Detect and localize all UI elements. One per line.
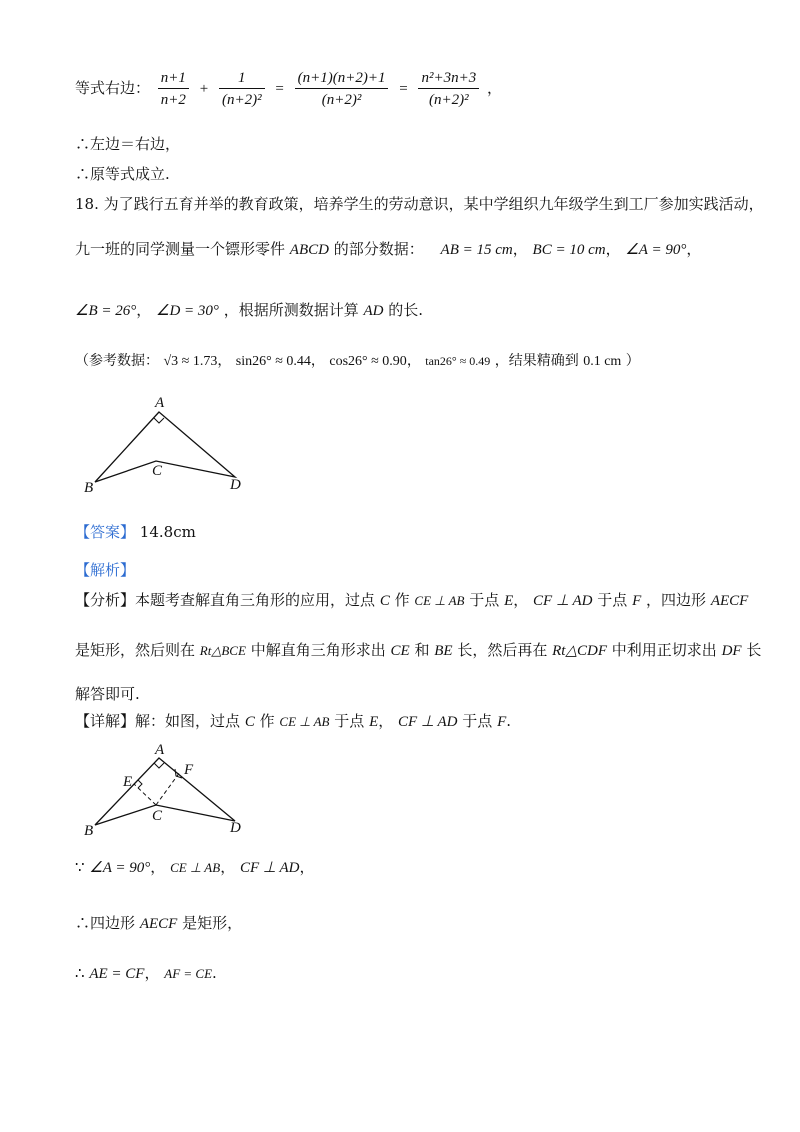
- label-c2: C: [152, 808, 163, 824]
- label-a2: A: [155, 742, 165, 758]
- fraction-3: $\frac{(n+1)(n+2)+1}{\text{(n+2)²}}$: [295, 68, 389, 111]
- measure-bc: BC = 10 cm: [532, 242, 606, 258]
- dart-outline-2: [95, 758, 235, 825]
- dart-outline: [95, 412, 235, 482]
- label-e: E: [123, 774, 133, 790]
- problem-line-1: 18. 为了践行五育并举的教育政策，培养学生的劳动意识，某中学组织九年级学生到工厂参加实践活动，: [75, 195, 764, 213]
- rhs-label: 等式右边：: [75, 79, 151, 97]
- label-d2: D: [230, 820, 241, 836]
- label-b2: B: [84, 823, 94, 839]
- analysis-line-2: 是矩形，然后则在 Rt△BCE 中解直角三角形求出 CE 和 BE 长，然后再在 Rt△CDF 中利用正切求出 DF 长: [75, 641, 762, 659]
- measure-angle-a: ∠A = 90°: [625, 242, 687, 258]
- shape-name: ABCD: [289, 242, 329, 258]
- label-c: C: [152, 463, 163, 479]
- problem-line-2: 九一班的同学测量一个镖形零件 ABCD 的部分数据： AB = 15 cm， BC = 10 cm， ∠A = 90°，: [75, 240, 702, 258]
- step-3: ∴ AE = CF， AF = CE.: [75, 964, 217, 982]
- step-1: ∵ ∠A = 90°， CE ⊥ AB， CF ⊥ AD，: [75, 858, 315, 876]
- proof-rhs-line: 等式右边： $\frac{n+1}{n+2}$ + $\frac{1}{\text{(n+2)²}}$ = $\frac{(n+1)(n+2)+1}{\text{(n+2)²}}$ = $\frac{\text{n²+3n+3}}{\text{(n+2)²}}$ ，: [75, 66, 502, 111]
- dart-figure-with-perpendiculars: [80, 741, 270, 841]
- right-angle-mark-a: [154, 418, 164, 423]
- analysis-line-1: 【分析】本题考查解直角三角形的应用，过点 C 作 CE ⊥ AB 于点 E， CF ⊥ AD 于点 F ，四边形 AECF: [75, 591, 749, 609]
- analysis-line-3: 解答即可.: [75, 685, 140, 703]
- problem-line-3: ∠B = 26°， ∠D = 30° ，根据所测数据计算 AD 的长.: [75, 301, 424, 319]
- reference-data: （参考数据： √3 ≈ 1.73， sin26° ≈ 0.44， cos26° ≈ 0.90， tan26° ≈ 0.49 ，结果精确到 0.1 cm ）: [75, 353, 640, 369]
- label-d: D: [230, 477, 241, 493]
- analysis-heading: 【解析】: [75, 561, 136, 579]
- perpendicular-ce: [134, 784, 156, 805]
- detail-line-1: 【详解】解：如图，过点 C 作 CE ⊥ AB 于点 E， CF ⊥ AD 于点 F.: [75, 712, 512, 730]
- step-2: ∴四边形 AECF 是矩形，: [75, 914, 243, 932]
- fraction-2: $\frac{1}{\text{(n+2)²}}$: [219, 68, 265, 111]
- ref-sin26: sin26° ≈ 0.44: [235, 354, 311, 369]
- answer-line: [75, 521, 196, 543]
- perpendicular-cf: [156, 772, 180, 805]
- label-b: B: [84, 480, 94, 496]
- measure-ab: AB = 15 cm: [440, 242, 513, 258]
- dart-figure: [80, 392, 270, 502]
- ref-tan26: tan26° ≈ 0.49: [425, 354, 491, 368]
- fraction-1: $\frac{n+1}{n+2}$: [158, 68, 189, 111]
- ref-sqrt3: √3 ≈ 1.73: [163, 354, 218, 369]
- right-angle-mark-e: [138, 780, 142, 788]
- answer-tag: 【答案】: [75, 523, 136, 541]
- label-a: A: [155, 395, 165, 411]
- proof-left-equals-right: ∴左边＝右边，: [75, 135, 181, 153]
- ref-precision: 0.1 cm: [583, 354, 622, 369]
- right-angle-mark-a2: [154, 763, 164, 768]
- target-ad: AD: [363, 303, 384, 319]
- label-f: F: [184, 762, 194, 778]
- ref-cos26: cos26° ≈ 0.90: [329, 354, 407, 369]
- proof-conclusion: ∴原等式成立.: [75, 165, 170, 183]
- measure-angle-d: ∠D = 30°: [156, 303, 219, 319]
- measure-angle-b: ∠B = 26°: [75, 303, 137, 319]
- answer-value: 14.8cm: [139, 523, 196, 541]
- fraction-4: $\frac{\text{n²+3n+3}}{\text{(n+2)²}}$: [418, 68, 479, 111]
